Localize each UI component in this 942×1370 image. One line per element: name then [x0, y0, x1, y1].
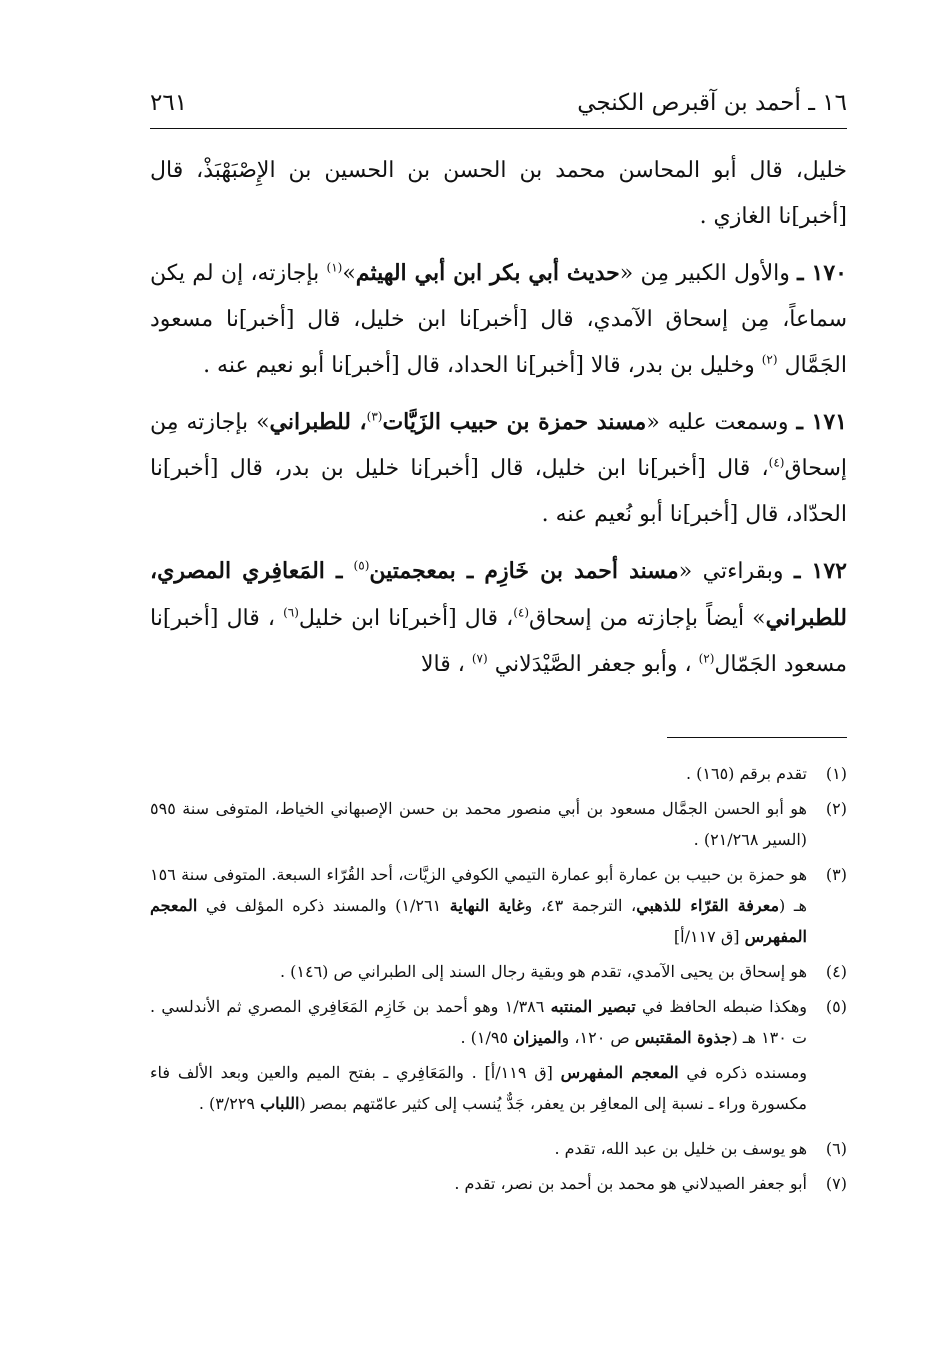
chapter-title: ١٦ ـ أحمد بن آقبرص الكنجي — [577, 90, 847, 116]
footnote-marker[interactable]: (٦) — [283, 605, 299, 620]
footnote-number: (٤) — [825, 962, 847, 981]
work-title-cont: ـ المَعافِري المصري، للطبراني — [150, 558, 848, 631]
footnote-text: هو إسحاق بن يحيى الآمدي، تقدم هو وبقية رجال السند إلى الطبراني ص (١٤٦) . — [279, 962, 807, 981]
footnote-marker[interactable]: (٤) — [768, 455, 785, 470]
text-run: [ق ١١٧/أ] — [673, 927, 745, 946]
entry-number: ١٧٠ ـ — [797, 260, 847, 286]
text-run: ١/٩٥) . — [460, 1028, 514, 1047]
footnote-2 — [150, 793, 847, 855]
text-run: ، قال [أخبر]نا مسعود الجَمّال — [150, 606, 847, 677]
entry-171 — [150, 399, 847, 538]
footnote-5 — [150, 991, 847, 1053]
text-run: » — [342, 261, 356, 286]
text-run: ، قال [أخبر]نا ابن خليل، قال [أخبر]نا خليل بن بدر، قال [أخبر]نا الحدّاد، قال [أخبر]نا أبو نُعيم عنه . — [150, 456, 847, 527]
text-run: ، قالا — [421, 652, 472, 677]
footnote-text: هو يوسف بن خليل بن عبد الله، تقدم . — [554, 1139, 807, 1158]
continued-paragraph: خليل، قال أبو المحاسن محمد بن الحسن بن الحسين بن الإِصْبَهْبَذْ، قال [أخبر]نا الغازي . — [150, 158, 847, 229]
cited-work: المعجم المفهرس — [150, 896, 807, 946]
footnote-1 — [150, 758, 847, 789]
text-run: ١/٢٦١) والمسند ذكره المؤلف في — [197, 896, 450, 915]
text-run: » أيضاً بإجازته من إسحاق — [529, 606, 766, 631]
text-run: بإجازته، إن لم يكن سماعاً، مِن إسحاق الآمدي، قال [أخبر]نا ابن خليل، قال [أخبر]نا مسعود الجَمَّال — [150, 261, 847, 378]
work-title: حديث أبي بكر ابن أبي الهيثم — [355, 260, 620, 286]
entry-172 — [150, 548, 847, 688]
text-run: ص ١٢٠، و — [561, 1028, 635, 1047]
cited-work: اللباب — [260, 1094, 300, 1113]
footnote-text: هو أبو الحسن الجمَّال مسعود بن أبي منصور محمد بن حسن الإصبهاني الخياط، المتوفى سنة ٥٩٥ (السير ٢١/٢٦٨) . — [150, 799, 807, 849]
entry-number: ١٧٢ ـ — [793, 558, 847, 584]
footnote-separator — [667, 737, 847, 738]
footnote-6 — [150, 1133, 847, 1164]
footnote-number: (٢) — [825, 799, 847, 818]
text-run: [ق ١١٩/أ] . والمَعَافِري ـ بفتح الميم والعين وبعد الألف فاء مكسورة وراء ـ نسبة إلى المعافِر بن يعفر، جَدٌّ يُنسب إلى كثير عامّتهم بمصر ( — [150, 1063, 807, 1113]
footnote-marker[interactable]: (٢) — [698, 651, 715, 666]
footnotes — [150, 758, 847, 1203]
cited-work: جذوة المقتبس — [634, 1028, 732, 1047]
text-run: وسمعت عليه « — [646, 410, 789, 435]
cited-work: المعجم المفهرس — [560, 1063, 679, 1082]
footnote-number: (٣) — [825, 865, 847, 884]
text-run: وبقراءتي « — [678, 559, 784, 584]
entry-170 — [150, 250, 847, 389]
entry-number: ١٧١ ـ — [796, 409, 847, 435]
footnote-text: تقدم برقم (١٦٥) . — [685, 764, 807, 783]
work-title: مسند أحمد بن خَازِم ـ بمعجمتين — [369, 558, 679, 584]
footnote-number: (٦) — [825, 1139, 847, 1158]
footnote-3 — [150, 859, 847, 952]
work-title-cont: ، للطبراني — [269, 409, 367, 435]
footnote-text — [150, 991, 807, 1053]
footnote-5-continuation — [150, 1057, 847, 1119]
running-header — [150, 80, 847, 129]
text-run: ، وأبو جعفر الصَّيْدَلاني — [494, 652, 699, 677]
footnote-text — [150, 859, 807, 952]
footnote-7 — [150, 1168, 847, 1199]
text-run: » بإجازته مِن إسحاق — [150, 410, 847, 481]
cited-work: تبصير المنتبه — [550, 997, 636, 1016]
footnote-number: (١) — [825, 764, 847, 783]
footnote-4 — [150, 956, 847, 987]
footnote-marker[interactable]: (٥) — [353, 558, 370, 573]
footnote-text: أبو جعفر الصيدلاني هو محمد بن أحمد بن نصر، تقدم . — [454, 1174, 807, 1193]
page-number: ٢٦١ — [150, 90, 188, 116]
footnote-marker[interactable]: (١) — [326, 260, 343, 275]
footnote-marker[interactable]: (٤) — [513, 605, 530, 620]
footnote-number: (٧) — [825, 1174, 847, 1193]
work-title: مسند حمزة بن حبيب الزَيَّات — [382, 409, 647, 435]
text-run: ، الترجمة ٤٣، و — [524, 896, 637, 915]
text-run: ومسنده ذكره في — [678, 1063, 808, 1082]
cited-work: معرفة القرّاء للذهبي — [636, 896, 780, 915]
text-run: وهكذا ضبطه الحافظ في — [635, 997, 807, 1016]
cited-work: الميزان — [513, 1028, 562, 1047]
footnote-marker[interactable]: (٢) — [761, 352, 778, 367]
text-run: ، قال [أخبر]نا ابن خليل — [298, 606, 514, 631]
text-run: ٣/٢٢٩) . — [198, 1094, 261, 1113]
text-run: ١/٣٨٦ وهو أحمد بن خَازِم المَعَافِري المصري ثم الأندلسي . ت ١٣٠ هـ ( — [150, 997, 807, 1047]
text-run: والأول الكبير مِن « — [619, 261, 790, 286]
text-run: هو حمزة بن حبيب بن عمارة أبو عمارة التيمي الكوفي الزيَّات، أحد القُرّاء السبعة. المتوفى سنة ١٥٦ هـ ( — [150, 865, 807, 915]
cited-work: غاية النهاية — [449, 896, 525, 915]
main-text — [150, 148, 847, 688]
footnote-marker[interactable]: (٣) — [366, 409, 383, 424]
footnote-number: (٥) — [825, 997, 847, 1016]
footnote-marker[interactable]: (٧) — [471, 651, 488, 666]
text-run: وخليل بن بدر، قالا [أخبر]نا الحداد، قال [أخبر]نا أبو نعيم عنه . — [203, 353, 762, 378]
